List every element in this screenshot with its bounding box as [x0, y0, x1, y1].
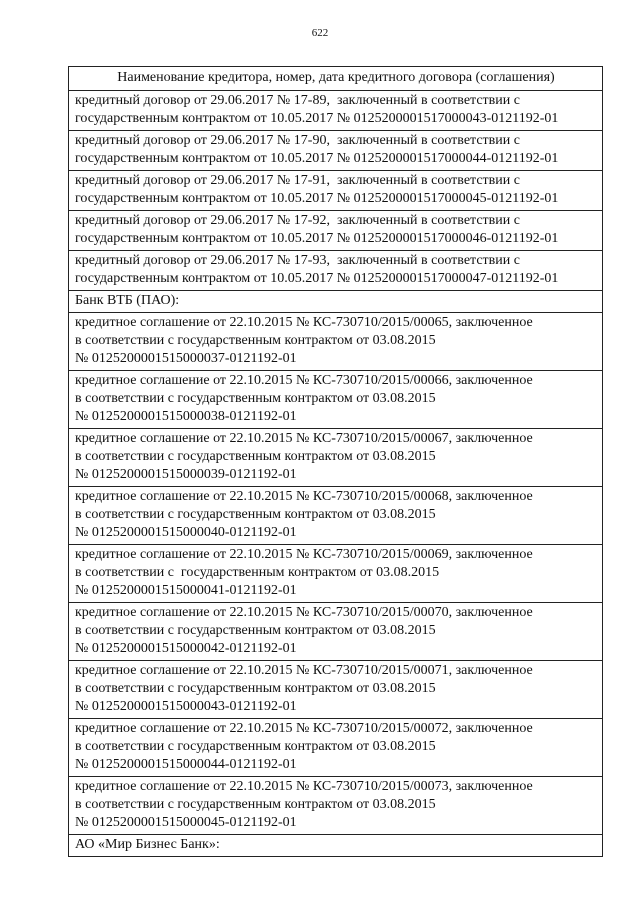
entry-line: кредитное соглашение от 22.10.2015 № КС-730710/2015/00067, заключенное	[75, 431, 533, 446]
entry-line: кредитное соглашение от 22.10.2015 № КС-730710/2015/00065, заключенное	[75, 315, 533, 330]
entry-line: № 0125200001515000038-0121192-01	[75, 409, 297, 424]
entry-cell	[69, 719, 603, 777]
section-heading: Банк ВТБ (ПАО):	[75, 293, 180, 308]
table-row	[69, 171, 603, 211]
entry-line: кредитный договор от 29.06.2017 № 17-93, заключенный в соответствии с	[75, 253, 520, 268]
entry-cell	[69, 171, 603, 211]
table-row	[69, 429, 603, 487]
table-row	[69, 131, 603, 171]
entry-line: № 0125200001515000040-0121192-01	[75, 525, 297, 540]
entry-line: № 0125200001515000045-0121192-01	[75, 815, 297, 830]
table-header-row	[69, 67, 603, 91]
entry-line: кредитный договор от 29.06.2017 № 17-89, заключенный в соответствии с	[75, 93, 520, 108]
section-row	[69, 291, 603, 313]
entry-line: кредитный договор от 29.06.2017 № 17-91, заключенный в соответствии с	[75, 173, 520, 188]
table-row	[69, 313, 603, 371]
entry-line: № 0125200001515000037-0121192-01	[75, 351, 297, 366]
entry-line: в соответствии с государственным контрактом от 03.08.2015	[75, 623, 436, 638]
table-row	[69, 603, 603, 661]
entry-line: государственным контрактом от 10.05.2017 № 0125200001517000043-0121192-01	[75, 111, 559, 126]
entry-cell	[69, 661, 603, 719]
entry-line: в соответствии с государственным контрактом от 03.08.2015	[75, 391, 436, 406]
entry-line: в соответствии с государственным контрактом от 03.08.2015	[75, 565, 440, 580]
entry-line: № 0125200001515000044-0121192-01	[75, 757, 297, 772]
entry-line: государственным контрактом от 10.05.2017 № 0125200001517000044-0121192-01	[75, 151, 559, 166]
table-row	[69, 251, 603, 291]
entry-cell	[69, 487, 603, 545]
table-row	[69, 91, 603, 131]
entry-line: № 0125200001515000039-0121192-01	[75, 467, 297, 482]
entry-line: кредитное соглашение от 22.10.2015 № КС-730710/2015/00069, заключенное	[75, 547, 533, 562]
entry-cell	[69, 777, 603, 835]
entry-cell	[69, 211, 603, 251]
entry-cell	[69, 371, 603, 429]
entry-line: № 0125200001515000042-0121192-01	[75, 641, 297, 656]
entry-cell	[69, 131, 603, 171]
entry-line: государственным контрактом от 10.05.2017 № 0125200001517000045-0121192-01	[75, 191, 559, 206]
section-row	[69, 835, 603, 857]
table-row	[69, 719, 603, 777]
entry-line: кредитное соглашение от 22.10.2015 № КС-730710/2015/00073, заключенное	[75, 779, 533, 794]
entry-line: в соответствии с государственным контрактом от 03.08.2015	[75, 681, 436, 696]
entry-line: кредитный договор от 29.06.2017 № 17-92, заключенный в соответствии с	[75, 213, 520, 228]
entry-cell	[69, 429, 603, 487]
entry-line: № 0125200001515000041-0121192-01	[75, 583, 297, 598]
entry-line: в соответствии с государственным контрактом от 03.08.2015	[75, 333, 436, 348]
entry-line: в соответствии с государственным контрактом от 03.08.2015	[75, 797, 436, 812]
section-heading-cell	[69, 835, 603, 857]
creditors-table	[68, 66, 603, 857]
table-header-cell: Наименование кредитора, номер, дата кредитного договора (соглашения)	[69, 67, 603, 91]
table-row	[69, 545, 603, 603]
entry-line: государственным контрактом от 10.05.2017 № 0125200001517000047-0121192-01	[75, 271, 559, 286]
entry-line: кредитное соглашение от 22.10.2015 № КС-730710/2015/00070, заключенное	[75, 605, 533, 620]
entry-cell	[69, 251, 603, 291]
section-heading: АО «Мир Бизнес Банк»:	[75, 837, 220, 852]
entry-line: в соответствии с государственным контрактом от 03.08.2015	[75, 449, 436, 464]
entry-line: кредитный договор от 29.06.2017 № 17-90, заключенный в соответствии с	[75, 133, 520, 148]
entry-cell	[69, 603, 603, 661]
entry-line: кредитное соглашение от 22.10.2015 № КС-730710/2015/00066, заключенное	[75, 373, 533, 388]
entry-line: в соответствии с государственным контрактом от 03.08.2015	[75, 739, 436, 754]
entry-cell	[69, 545, 603, 603]
table-row	[69, 661, 603, 719]
table-row	[69, 371, 603, 429]
table-row	[69, 211, 603, 251]
entry-line: № 0125200001515000043-0121192-01	[75, 699, 297, 714]
table-row	[69, 777, 603, 835]
entry-line: кредитное соглашение от 22.10.2015 № КС-730710/2015/00072, заключенное	[75, 721, 533, 736]
entry-cell	[69, 313, 603, 371]
entry-line: государственным контрактом от 10.05.2017 № 0125200001517000046-0121192-01	[75, 231, 559, 246]
section-heading-cell	[69, 291, 603, 313]
entry-line: кредитное соглашение от 22.10.2015 № КС-730710/2015/00068, заключенное	[75, 489, 533, 504]
table-body	[69, 91, 603, 857]
entry-cell	[69, 91, 603, 131]
table-row	[69, 487, 603, 545]
entry-line: кредитное соглашение от 22.10.2015 № КС-730710/2015/00071, заключенное	[75, 663, 533, 678]
entry-line: в соответствии с государственным контрактом от 03.08.2015	[75, 507, 436, 522]
page-number: 622	[311, 27, 329, 39]
